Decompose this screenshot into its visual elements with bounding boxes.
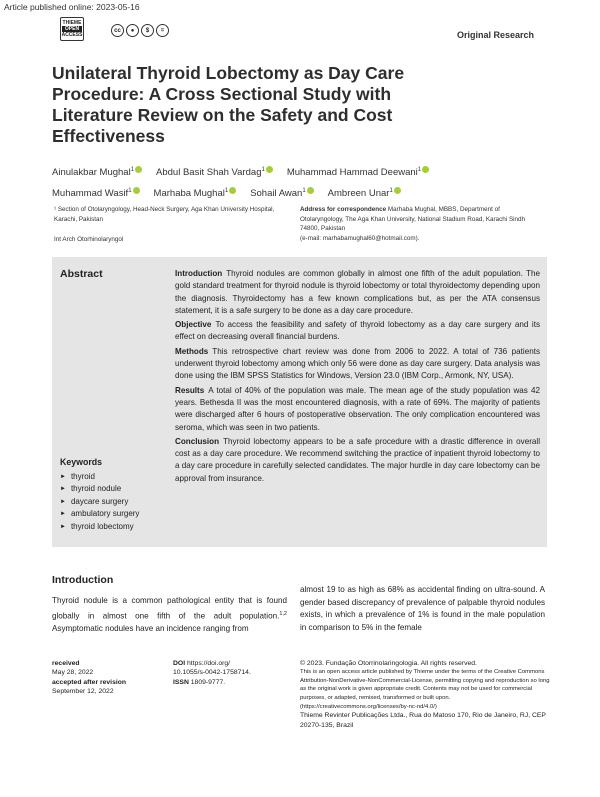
introduction-column-2: almost 19 to as high as 68% as accidental finding on ultra-sound. A gender based discrepancy of prevalence of palpable thyroid nodules exists, in which a prevalence of 1% is found in the male population in comparison to 5% in the female — [300, 585, 545, 632]
author-affiliation-ref: 1 — [417, 167, 422, 173]
issn-number: 1809-9777. — [190, 678, 226, 686]
license-block — [300, 659, 550, 730]
section-label: Results — [175, 385, 205, 395]
author-text: Muhammad Hammad Deewani — [286, 167, 418, 179]
abstract-objective — [175, 319, 540, 344]
orcid-icon[interactable] — [133, 187, 140, 194]
author-name — [52, 167, 142, 178]
author-list — [52, 161, 472, 203]
abstract-body — [175, 268, 540, 487]
author-name — [287, 167, 429, 178]
section-text: This retrospective chart review was done from 2006 to 2022. A total of 736 patients underwent thyroid lobectomy among which only 56 were done as day care surgery. Data analysis was done using the IBM SPSS Statistics for Windows, Version 23.0 (IBM Corp., Armonk, NY, USA). — [175, 346, 540, 381]
journal-name: Int Arch Otorhinolaryngol — [54, 236, 124, 243]
cc-license-icons — [111, 24, 169, 37]
author-name — [328, 188, 401, 199]
received-label: received — [52, 660, 80, 667]
introduction-heading: Introduction — [52, 574, 114, 586]
section-text: A total of 40% of the population was male. The mean age of the study population was 42 years. Bethesda II was the most encountered diagnosis, with a rate of 69%. The majority of patients were discharged after 6 hours of postoperative observation. The only complication encountered was seroma, which was seen in two patients. — [175, 385, 540, 432]
cc-icon: cc — [111, 24, 124, 37]
abstract-heading: Abstract — [60, 268, 103, 280]
received-date: May 28, 2022 — [52, 669, 94, 677]
keyword-item: ► thyroid nodule — [60, 483, 139, 495]
abstract-conclusion — [175, 436, 540, 485]
publisher-address: Thieme Revinter Publicações Ltda., Rua do Matoso 170, Rio de Janeiro, RJ, CEP 20270-135, Brazil — [300, 712, 546, 729]
author-name — [52, 188, 140, 199]
keywords-heading: Keywords — [60, 457, 103, 467]
published-date: Article published online: 2023-05-16 — [4, 2, 140, 12]
orcid-icon[interactable] — [422, 166, 429, 173]
keyword-item: ► thyroid — [60, 471, 139, 483]
logo-main-text: OPEN — [62, 26, 82, 32]
section-label: Conclusion — [175, 436, 220, 446]
author-affiliation-ref: 1 — [128, 188, 132, 195]
abstract-methods — [175, 346, 540, 383]
correspondence-label: Address for correspondence — [300, 206, 387, 213]
section-text: Thyroid nodules are common globally in almost one fifth of the adult population. The gold standard treatment for thyroid nodule is thyroid lobectomy or total thyroidectomy depending upon the diagnosis. Thyroidectomy has a few known complications but, as per the ATA consensus statement, it is a safe surgery to be done as a day care procedure. — [175, 269, 540, 315]
author-name — [154, 188, 237, 199]
citation-ref[interactable]: 1,2 — [279, 610, 287, 617]
orcid-icon[interactable] — [135, 166, 142, 173]
dates-block — [52, 659, 162, 696]
author-text: Abdul Basit Shah Vardag — [156, 167, 262, 179]
section-text: To access the feasibility and safety of thyroid lobectomy as a day care surgery and its effect on decreasing overall financial burdens. — [175, 320, 540, 342]
logo-bottom-text: ACCESS — [61, 32, 83, 38]
keywords-list — [60, 471, 139, 533]
author-name — [156, 167, 273, 178]
author-affiliation-ref: 1 — [261, 167, 265, 173]
author-affiliation-ref: 1 — [389, 188, 393, 195]
author-text: Sohail Awan — [250, 188, 303, 200]
keyword-item: ► ambulatory surgery — [60, 508, 139, 520]
author-text: Marhaba Mughal — [153, 188, 225, 200]
keyword-item: ► daycare surgery — [60, 496, 139, 508]
attribution-icon: ● — [126, 24, 139, 37]
author-affiliation-ref: 1 — [224, 188, 229, 195]
logo-top-text: THIEME — [62, 20, 82, 26]
author-text: Ambreen Unar — [327, 188, 390, 200]
accepted-label: accepted after revision — [52, 678, 127, 686]
author-text: Muhammad Wasif — [52, 188, 129, 200]
section-text: Thyroid lobectomy appears to be a safe procedure with a drastic difference in overall cost as a day care procedure. We recommend switching the practice of inpatient thyroid lobectomy to a day care procedure in carefully selected candidates. The major hurdle in day care lobectomy can be approval from insurance. — [175, 436, 540, 483]
doi-block — [173, 659, 293, 687]
author-name — [250, 188, 313, 199]
article-title: Unilateral Thyroid Lobectomy as Day Care Procedure: A Cross Sectional Study with Literature Review on the Safety and Cost Effectiveness — [52, 63, 405, 146]
orcid-icon[interactable] — [394, 187, 401, 194]
noncommercial-icon: $ — [141, 24, 154, 37]
section-label: Objective — [175, 320, 212, 330]
abstract-introduction — [175, 268, 540, 317]
keyword-item: ► thyroid lobectomy — [60, 521, 139, 533]
author-affiliation-ref: 1 — [130, 167, 135, 173]
orcid-icon[interactable] — [307, 187, 314, 194]
abstract-results — [175, 385, 540, 434]
doi-number: 10.1055/s-0042-1758714. — [173, 669, 251, 677]
thieme-open-access-logo — [60, 17, 84, 41]
noderivatives-icon: = — [156, 24, 169, 37]
issn-label: ISSN — [173, 678, 189, 686]
author-text: Ainulakbar Mughal — [52, 167, 131, 179]
orcid-icon[interactable] — [229, 187, 236, 194]
correspondence — [300, 205, 545, 243]
intro-text: Thyroid nodule is a common pathological entity that is found globally in almost one fifth of the adult population. — [52, 596, 287, 621]
section-label: Introduction — [175, 269, 223, 278]
author-affiliation-ref: 1 — [302, 188, 306, 195]
copyright: © 2023. Fundação Otorrinolaringologia. All rights reserved. — [300, 660, 477, 667]
intro-text-cont: Asymptomatic nodules have an incidence ranging from — [52, 623, 249, 633]
orcid-icon[interactable] — [266, 166, 273, 173]
section-label: Methods — [175, 346, 209, 356]
license-text: This is an open access article published by Thieme under the terms of the Creative Commons Attribution-NonDerivative-NonCommercial-License, permitting copying and reproduction so long as the original work is given appropriate credit. Contents may not be used for commercial purposes, or adapted, remixed, transformed or built upon. (https://creativecommons.org/licenses/by-nc-nd/4.0/) — [300, 669, 550, 710]
accepted-date: September 12, 2022 — [52, 687, 114, 695]
correspondence-text: Marhaba Mughal, MBBS, Department of Otolaryngology, The Aga Khan University, National Stadium Road, Karachi Sindh 74800, Pakistan — [300, 206, 526, 232]
doi-link[interactable]: https://doi.org/ — [186, 660, 231, 667]
introduction-column-1 — [52, 595, 287, 635]
correspondence-email[interactable]: (e-mail: marhabamughal60@hotmail.com). — [300, 234, 420, 242]
doi-label: DOI — [173, 660, 186, 667]
affiliation: ¹ Section of Otolaryngology, Head-Neck Surgery, Aga Khan University Hospital, Karachi, Pakistan — [54, 206, 275, 223]
article-type: Original Research — [456, 30, 534, 40]
